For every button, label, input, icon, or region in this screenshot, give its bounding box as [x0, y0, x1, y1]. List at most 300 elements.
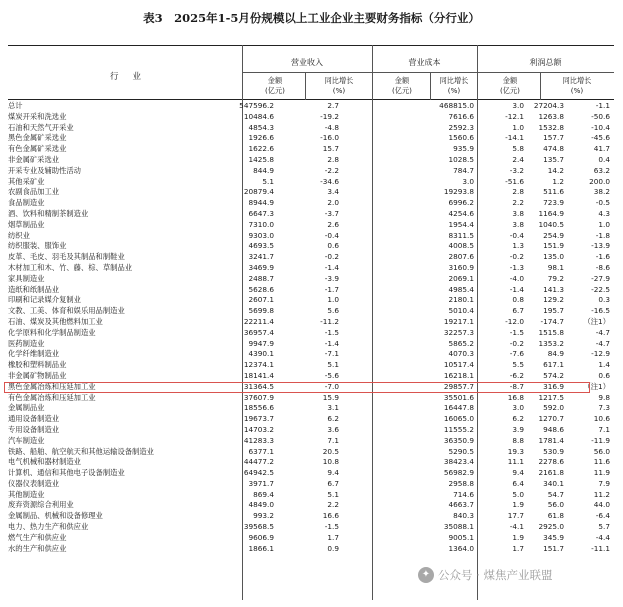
- row-industry: 非金属矿物制品业: [8, 370, 67, 380]
- profit-yoy: 7.3: [598, 403, 610, 413]
- row-industry: 电力、热力生产和供应业: [8, 522, 89, 532]
- table-row: [8, 425, 614, 436]
- subdivider-profit: [540, 72, 541, 100]
- cost-amount: 16447.8: [443, 403, 474, 413]
- table-row: [8, 274, 614, 285]
- revenue-yoy: 16.6: [322, 511, 339, 521]
- cost-amount: 3.0: [462, 176, 474, 186]
- profit-amount: 1.2: [552, 176, 564, 186]
- row-industry: 石油、煤炭及其他燃料加工业: [8, 316, 103, 326]
- revenue-amount: 64942.5: [243, 468, 274, 478]
- table-row: [8, 187, 614, 198]
- row-industry: 铁路、船舶、航空航天和其他运输设备制造业: [8, 446, 154, 456]
- profit-yoy: -45.6: [591, 133, 610, 143]
- cost-yoy: 3.0: [512, 403, 524, 413]
- row-industry: 燃气生产和供应业: [8, 532, 67, 542]
- cost-yoy: 2.4: [512, 154, 524, 164]
- profit-amount: 316.9: [543, 381, 564, 391]
- revenue-amount: 5628.6: [248, 284, 274, 294]
- table-row: [8, 317, 614, 328]
- cost-yoy: 1.9: [512, 500, 524, 510]
- revenue-amount: 1622.6: [248, 144, 274, 154]
- revenue-amount: 3241.7: [248, 252, 274, 262]
- profit-yoy: -8.6: [595, 262, 610, 272]
- yoy-unit: (%): [447, 86, 461, 95]
- yoy-unit: (%): [332, 86, 346, 95]
- revenue-yoy: 5.6: [327, 306, 339, 316]
- table-row: [8, 306, 614, 317]
- profit-yoy: -11.1: [591, 543, 610, 553]
- cost-amount: 4008.5: [448, 241, 474, 251]
- cost-yoy: 2.2: [512, 198, 524, 208]
- cost-yoy: -6.2: [509, 370, 524, 380]
- row-industry: 开采专业及辅助性活动: [8, 165, 81, 175]
- revenue-amount: 10484.6: [243, 111, 274, 121]
- profit-amount: 1040.5: [538, 219, 564, 229]
- cost-amount: 2958.8: [448, 478, 474, 488]
- profit-amount: 2161.8: [538, 468, 564, 478]
- cost-yoy: 3.0: [512, 101, 524, 110]
- cost-amount: 2069.1: [448, 273, 474, 283]
- row-industry: 金属制品、机械和设备修理业: [8, 511, 103, 521]
- watermark: [418, 567, 552, 583]
- row-industry: 专用设备制造业: [8, 424, 60, 434]
- profit-amount: 14.2: [547, 165, 564, 175]
- cost-yoy: 16.8: [507, 392, 524, 402]
- profit-amount: 195.7: [543, 306, 564, 316]
- revenue-amount: 9947.9: [248, 338, 274, 348]
- group-profit: 利润总额: [529, 58, 562, 67]
- row-industry: 木材加工和木、竹、藤、棕、草制品业: [8, 262, 133, 272]
- table-row: [8, 112, 614, 123]
- table-row: [8, 393, 614, 404]
- profit-yoy: -1.6: [595, 252, 610, 262]
- revenue-amount: 7310.0: [248, 219, 274, 229]
- cost-yoy: 6.2: [512, 414, 524, 424]
- table-row: [8, 209, 614, 220]
- cost-amount: 5865.2: [448, 338, 474, 348]
- cost-yoy: 5.5: [512, 360, 524, 370]
- group-rule: [242, 72, 614, 73]
- revenue-amount: 993.2: [253, 511, 274, 521]
- revenue-yoy: 20.5: [322, 446, 339, 456]
- cost-yoy: 19.3: [507, 446, 524, 456]
- row-industry: 通用设备制造业: [8, 414, 60, 424]
- cost-amount: 840.3: [453, 511, 474, 521]
- industry-header: 行业: [110, 72, 156, 82]
- profit-amount-header: [482, 76, 538, 96]
- amount-unit: (亿元): [500, 86, 520, 95]
- revenue-yoy-header: [308, 76, 370, 96]
- watermark-text: 公众号 · 煤焦产业联盟: [438, 568, 553, 582]
- revenue-amount: 1425.8: [248, 154, 274, 164]
- cost-yoy: -14.1: [505, 133, 524, 143]
- revenue-amount: 18141.4: [243, 370, 274, 380]
- amount-label: 金额: [394, 76, 410, 85]
- profit-yoy: -10.4: [591, 122, 610, 132]
- profit-yoy: -4.7: [595, 338, 610, 348]
- revenue-yoy: 2.8: [327, 154, 339, 164]
- revenue-amount: 5.1: [262, 176, 274, 186]
- cost-yoy: 17.7: [507, 511, 524, 521]
- cost-yoy: 11.1: [507, 457, 524, 467]
- profit-amount: 592.0: [543, 403, 564, 413]
- yoy-label: 同比增长: [439, 76, 469, 85]
- cost-yoy: 2.8: [512, 187, 524, 197]
- cost-yoy: 8.8: [512, 435, 524, 445]
- cost-amount: 11555.2: [443, 424, 474, 434]
- table-row: [8, 468, 614, 479]
- revenue-yoy: 3.1: [327, 403, 339, 413]
- amount-label: 金额: [502, 76, 518, 85]
- cost-yoy: 1.9: [512, 532, 524, 542]
- row-industry: 仪器仪表制造业: [8, 478, 60, 488]
- profit-amount: 345.9: [543, 532, 564, 542]
- yoy-label: 同比增长: [562, 76, 592, 85]
- profit-amount: 56.0: [547, 500, 564, 510]
- profit-yoy: -4.7: [595, 327, 610, 337]
- cost-yoy: -1.3: [509, 262, 524, 272]
- cost-yoy: 6.7: [512, 306, 524, 316]
- profit-amount: 1353.2: [538, 338, 564, 348]
- cost-yoy: 5.0: [512, 489, 524, 499]
- table-row: [8, 349, 614, 360]
- cost-yoy: -4.1: [509, 522, 524, 532]
- cost-amount: 2807.6: [448, 252, 474, 262]
- cost-amount: 19217.1: [443, 316, 474, 326]
- table-row: [8, 479, 614, 490]
- profit-yoy: 1.4: [598, 360, 610, 370]
- table-row: [8, 490, 614, 501]
- amount-unit: (亿元): [265, 86, 285, 95]
- table-row: [8, 371, 614, 382]
- profit-yoy: -50.6: [591, 111, 610, 121]
- revenue-amount: 2607.1: [248, 295, 274, 305]
- profit-amount: 340.1: [543, 478, 564, 488]
- revenue-amount: 1926.6: [248, 133, 274, 143]
- table-row: [8, 166, 614, 177]
- row-industry: 农副食品加工业: [8, 187, 60, 197]
- row-industry: 化学原料和化学制品制造业: [8, 327, 96, 337]
- revenue-amount: 5699.8: [248, 306, 274, 316]
- cost-amount: 9005.1: [448, 532, 474, 542]
- row-industry: 其他采矿业: [8, 176, 45, 186]
- revenue-amount: 39568.5: [243, 522, 274, 532]
- cost-amount: 1954.4: [448, 219, 474, 229]
- cost-yoy: -8.7: [509, 381, 524, 391]
- profit-yoy: -1.8: [595, 230, 610, 240]
- revenue-yoy: -1.4: [324, 262, 339, 272]
- profit-yoy: -16.5: [591, 306, 610, 316]
- profit-amount: 61.8: [547, 511, 564, 521]
- revenue-yoy: -1.7: [324, 284, 339, 294]
- revenue-amount: 20879.4: [243, 187, 274, 197]
- top-rule: [8, 45, 614, 46]
- row-industry: 非金属矿采选业: [8, 154, 60, 164]
- cost-amount: 35088.1: [443, 522, 474, 532]
- cost-amount: 714.6: [453, 489, 474, 499]
- row-industry: 有色金属冶炼和压延加工业: [8, 392, 96, 402]
- revenue-yoy: 1.7: [327, 532, 339, 542]
- profit-yoy: -1.1: [595, 101, 610, 110]
- row-industry: 煤炭开采和洗选业: [8, 111, 67, 121]
- row-industry: 石油和天然气开采业: [8, 122, 74, 132]
- cost-amount: 35501.6: [443, 392, 474, 402]
- cost-yoy: 1.3: [512, 241, 524, 251]
- table-row: [8, 220, 614, 231]
- profit-amount: 1515.8: [538, 327, 564, 337]
- profit-amount: 54.7: [547, 489, 564, 499]
- revenue-yoy: 6.2: [327, 414, 339, 424]
- revenue-yoy: -2.2: [324, 165, 339, 175]
- revenue-amount: 8944.9: [248, 198, 274, 208]
- cost-amount: 16218.1: [443, 370, 474, 380]
- profit-amount: 948.6: [543, 424, 564, 434]
- cost-yoy: -0.2: [509, 252, 524, 262]
- profit-yoy: -12.9: [591, 349, 610, 359]
- revenue-amount-header: [250, 76, 300, 96]
- revenue-yoy: -34.6: [320, 176, 339, 186]
- row-industry: 化学纤维制造业: [8, 349, 60, 359]
- profit-yoy: 200.0: [589, 176, 610, 186]
- profit-amount: 574.2: [543, 370, 564, 380]
- cost-yoy: -12.1: [505, 111, 524, 121]
- table-row: [8, 544, 614, 555]
- cost-amount: 36350.9: [443, 435, 474, 445]
- profit-amount: 141.3: [543, 284, 564, 294]
- cost-amount-header: [376, 76, 428, 96]
- table-row: [8, 436, 614, 447]
- cost-amount: 2592.3: [448, 122, 474, 132]
- profit-yoy: 44.0: [593, 500, 610, 510]
- row-industry: 食品制造业: [8, 198, 45, 208]
- table-row: [8, 263, 614, 274]
- profit-yoy: 41.7: [593, 144, 610, 154]
- cost-amount: 5290.5: [448, 446, 474, 456]
- revenue-amount: 9606.9: [248, 532, 274, 542]
- profit-amount: -174.7: [540, 316, 564, 326]
- row-industry: 医药制造业: [8, 338, 45, 348]
- profit-amount: 84.9: [547, 349, 564, 359]
- revenue-yoy: 0.9: [327, 543, 339, 553]
- cost-yoy: -1.4: [509, 284, 524, 294]
- profit-amount: 617.1: [543, 360, 564, 370]
- row-industry: 酒、饮料和精制茶制造业: [8, 208, 89, 218]
- table-row: [8, 295, 614, 306]
- highlight-box: [4, 382, 590, 393]
- wechat-icon: ✦: [418, 567, 434, 583]
- profit-amount: 723.9: [543, 198, 564, 208]
- revenue-yoy: -1.5: [324, 327, 339, 337]
- profit-yoy: 5.7: [598, 522, 610, 532]
- cost-amount: 32257.3: [443, 327, 474, 337]
- cost-yoy: 1.0: [512, 122, 524, 132]
- cost-amount: 16065.0: [443, 414, 474, 424]
- row-industry: 总计: [8, 101, 23, 110]
- cost-amount: 4070.3: [448, 349, 474, 359]
- row-industry: 汽车制造业: [8, 435, 45, 445]
- table-row: [8, 123, 614, 134]
- cost-yoy: -3.2: [509, 165, 524, 175]
- revenue-yoy: -7.1: [324, 349, 339, 359]
- cost-amount: 1028.5: [448, 154, 474, 164]
- profit-yoy: -22.5: [591, 284, 610, 294]
- revenue-yoy: 15.7: [322, 144, 339, 154]
- table-row: [8, 177, 614, 188]
- revenue-amount: 3971.7: [248, 478, 274, 488]
- row-industry: 印刷和记录媒介复制业: [8, 295, 81, 305]
- profit-amount: 151.7: [543, 543, 564, 553]
- profit-amount: 530.9: [543, 446, 564, 456]
- revenue-yoy: 2.7: [327, 101, 339, 110]
- table-row: [8, 252, 614, 263]
- profit-yoy: 0.3: [598, 295, 610, 305]
- revenue-amount: 9303.0: [248, 230, 274, 240]
- amount-unit: (亿元): [392, 86, 412, 95]
- cost-yoy: 3.9: [512, 424, 524, 434]
- profit-amount: 1164.9: [538, 208, 564, 218]
- table-row: [8, 500, 614, 511]
- table-row: [8, 511, 614, 522]
- revenue-yoy: -5.6: [324, 370, 339, 380]
- cost-amount: 784.7: [453, 165, 474, 175]
- row-industry: 烟草制品业: [8, 219, 45, 229]
- cost-amount: 19293.8: [443, 187, 474, 197]
- revenue-amount: 6647.3: [248, 208, 274, 218]
- cost-yoy: 6.4: [512, 478, 524, 488]
- revenue-amount: 3469.9: [248, 262, 274, 272]
- revenue-yoy: -1.4: [324, 338, 339, 348]
- profit-amount: 254.9: [543, 230, 564, 240]
- revenue-amount: 4849.0: [248, 500, 274, 510]
- cost-amount: 1560.6: [448, 133, 474, 143]
- profit-amount: 1270.7: [538, 414, 564, 424]
- profit-amount: 1781.4: [538, 435, 564, 445]
- revenue-amount: 44477.2: [243, 457, 274, 467]
- profit-yoy: （注1）: [583, 381, 610, 391]
- table-row: [8, 447, 614, 458]
- profit-yoy: 10.6: [593, 414, 610, 424]
- revenue-amount: 19673.7: [243, 414, 274, 424]
- revenue-amount: 22211.4: [243, 316, 274, 326]
- revenue-yoy: -0.4: [324, 230, 339, 240]
- row-industry: 废弃资源综合利用业: [8, 500, 74, 510]
- table-row: [8, 328, 614, 339]
- row-industry: 橡胶和塑料制品业: [8, 360, 67, 370]
- revenue-yoy: -19.2: [320, 111, 339, 121]
- revenue-yoy: 7.1: [327, 435, 339, 445]
- revenue-yoy: 3.4: [327, 187, 339, 197]
- cost-amount: 8311.5: [448, 230, 474, 240]
- profit-amount: 474.8: [543, 144, 564, 154]
- row-industry: 有色金属矿采选业: [8, 144, 67, 154]
- revenue-amount: 844.9: [253, 165, 274, 175]
- profit-yoy: -4.4: [595, 532, 610, 542]
- profit-yoy: 11.9: [593, 468, 610, 478]
- cost-amount: 935.9: [453, 144, 474, 154]
- group-revenue: 营业收入: [291, 58, 323, 67]
- profit-amount: 135.7: [543, 154, 564, 164]
- revenue-yoy: -16.0: [320, 133, 339, 143]
- profit-yoy: 38.2: [593, 187, 610, 197]
- table-row: [8, 241, 614, 252]
- cost-yoy: -7.6: [509, 349, 524, 359]
- profit-yoy: -27.9: [591, 273, 610, 283]
- table-row: [8, 144, 614, 155]
- revenue-amount: 2488.7: [248, 273, 274, 283]
- cost-amount: 10517.4: [443, 360, 474, 370]
- cost-amount: 4985.4: [448, 284, 474, 294]
- profit-yoy: （注1）: [583, 316, 610, 326]
- row-industry: 纺织服装、服饰业: [8, 241, 67, 251]
- revenue-yoy: -7.0: [324, 381, 339, 391]
- cost-amount: 6996.2: [448, 198, 474, 208]
- cost-amount: 38423.4: [443, 457, 474, 467]
- profit-amount: 135.0: [543, 252, 564, 262]
- revenue-yoy: 3.6: [327, 424, 339, 434]
- profit-yoy: -0.5: [595, 198, 610, 208]
- row-industry: 家具制造业: [8, 273, 45, 283]
- revenue-yoy: 6.7: [327, 478, 339, 488]
- table-row: [8, 155, 614, 166]
- cost-yoy-header: [432, 76, 476, 96]
- yoy-label: 同比增长: [324, 76, 354, 85]
- revenue-yoy: 2.6: [327, 219, 339, 229]
- cost-yoy: 1.7: [512, 543, 524, 553]
- profit-yoy: 11.2: [593, 489, 610, 499]
- cost-amount: 5010.4: [448, 306, 474, 316]
- cost-amount: 29857.7: [443, 381, 474, 391]
- revenue-yoy: 1.0: [327, 295, 339, 305]
- table-row: [8, 533, 614, 544]
- revenue-amount: 12374.1: [243, 360, 274, 370]
- profit-yoy: 4.3: [598, 208, 610, 218]
- revenue-amount: 1866.1: [248, 543, 274, 553]
- profit-amount: 157.7: [543, 133, 564, 143]
- row-industry: 计算机、通信和其他电子设备制造业: [8, 468, 125, 478]
- cost-yoy: 5.8: [512, 144, 524, 154]
- revenue-yoy: -11.2: [320, 316, 339, 326]
- cost-amount: 4254.6: [448, 208, 474, 218]
- cost-yoy: -0.4: [509, 230, 524, 240]
- table-row: [8, 285, 614, 296]
- revenue-amount: 18556.6: [243, 403, 274, 413]
- cost-yoy: -12.0: [505, 316, 524, 326]
- profit-amount: 1263.8: [538, 111, 564, 121]
- cost-amount: 3160.9: [448, 262, 474, 272]
- row-industry: 金属制品业: [8, 403, 45, 413]
- profit-amount: 27204.3: [533, 101, 564, 110]
- revenue-amount: 4693.5: [248, 241, 274, 251]
- table-row: [8, 231, 614, 242]
- profit-yoy: 0.6: [598, 370, 610, 380]
- revenue-yoy: -1.5: [324, 522, 339, 532]
- cost-amount: 56982.9: [443, 468, 474, 478]
- cost-amount: 2180.1: [448, 295, 474, 305]
- row-industry: 纺织业: [8, 230, 30, 240]
- cost-yoy: -0.2: [509, 338, 524, 348]
- row-industry: 电气机械和器材制造业: [8, 457, 81, 467]
- amount-label: 金额: [267, 76, 283, 85]
- table-row: [8, 101, 614, 112]
- revenue-yoy: 15.9: [322, 392, 339, 402]
- cost-yoy: 9.4: [512, 468, 524, 478]
- cost-yoy: -4.0: [509, 273, 524, 283]
- profit-yoy: 0.4: [598, 154, 610, 164]
- profit-amount: 1532.8: [538, 122, 564, 132]
- revenue-amount: 547596.2: [239, 101, 274, 110]
- cost-amount: 468815.0: [439, 101, 474, 110]
